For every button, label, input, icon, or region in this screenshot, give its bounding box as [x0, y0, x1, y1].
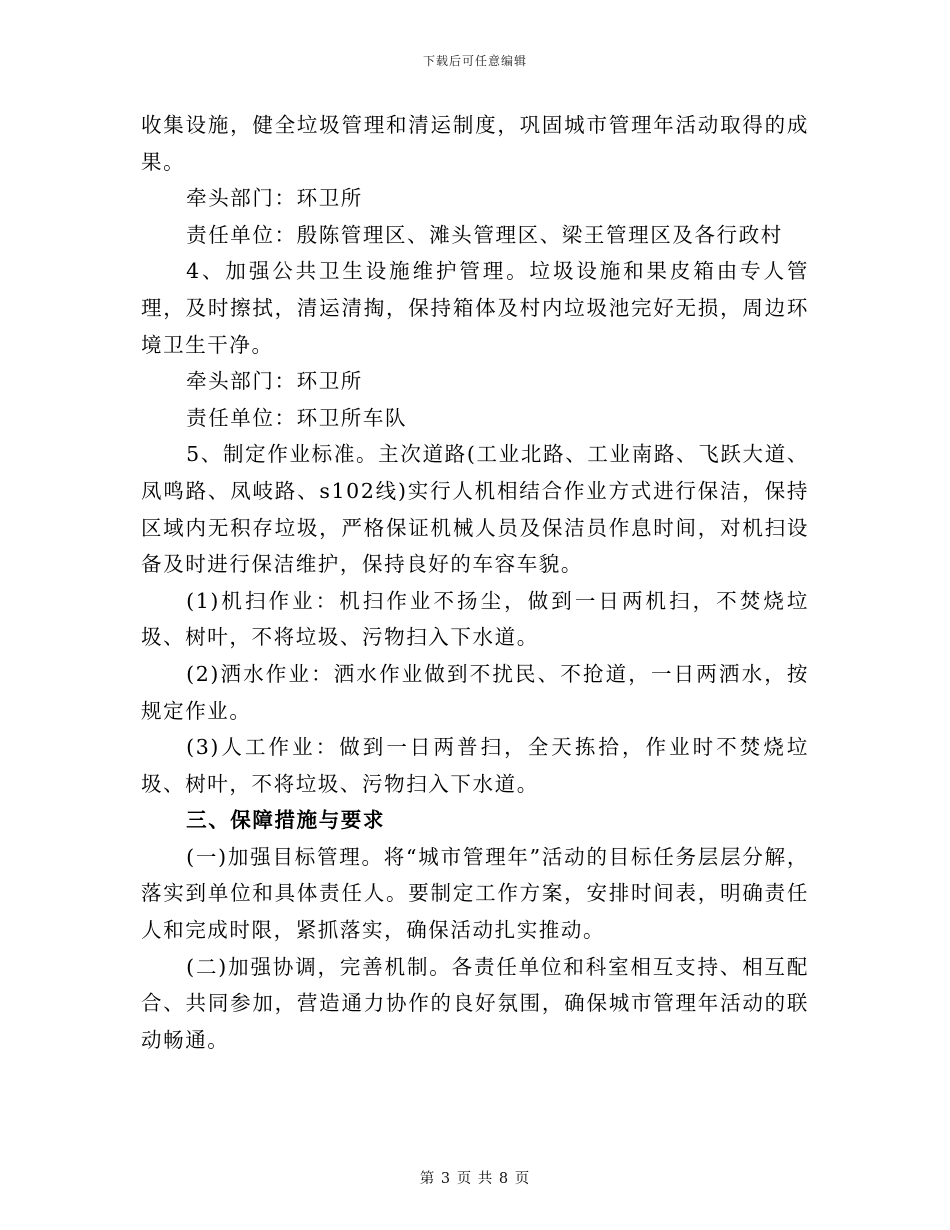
- paragraph-item-4: 4、加强公共卫生设施维护管理。垃圾设施和果皮箱由专人管理，及时擦拭，清运清掏，保持箱体及村内垃圾池完好无损，周边环境卫生干净。: [141, 259, 809, 357]
- paragraph-lead-department: 牵头部门：环卫所: [186, 369, 363, 394]
- document-body: [141, 107, 809, 1058]
- paragraph-subitem-1: (1)机扫作业：机扫作业不扬尘，做到一日两机扫，不焚烧垃圾、树叶，不将垃圾、污物扫入下水道。: [141, 588, 809, 650]
- page-header: 下载后可任意编辑: [422, 54, 527, 68]
- paragraph-lead-department: 牵头部门：环卫所: [186, 186, 363, 211]
- paragraph-continuation: 收集设施，健全垃圾管理和清运制度，巩固城市管理年活动取得的成果。: [141, 113, 809, 174]
- section-heading: 三、保障措施与要求: [186, 808, 385, 833]
- paragraph-subitem-2: (2)洒水作业：洒水作业做到不扰民、不抢道，一日两洒水，按规定作业。: [141, 661, 809, 723]
- paragraph-responsible-units: 责任单位：殷陈管理区、滩头管理区、梁王管理区及各行政村: [186, 222, 783, 247]
- paragraph-measure-2: (二)加强协调，完善机制。各责任单位和科室相互支持、相互配合、共同参加，营造通力协作的良好氛围，确保城市管理年活动的联动畅通。: [141, 954, 809, 1052]
- paragraph-subitem-3: (3)人工作业：做到一日两普扫，全天拣拾，作业时不焚烧垃圾、树叶，不将垃圾、污物扫入下水道。: [141, 735, 809, 796]
- paragraph-responsible-units: 责任单位：环卫所车队: [186, 405, 408, 430]
- paragraph-measure-1: (一)加强目标管理。将“城市管理年”活动的目标任务层层分解，落实到单位和具体责任人。要制定工作方案，安排时间表，明确责任人和完成时限，紧抓落实，确保活动扎实推动。: [141, 844, 809, 943]
- paragraph-item-5: 5、制定作业标准。主次道路(工业北路、工业南路、飞跃大道、凤鸣路、凤岐路、s102线)实行人机相结合作业方式进行保洁，保持区域内无积存垃圾，严格保证机械人员及保洁员作息时间，对机扫设备及时进行保洁维护，保持良好的车容车貌。: [141, 442, 809, 577]
- page-number: 第 3 页 共 8 页: [419, 1171, 531, 1187]
